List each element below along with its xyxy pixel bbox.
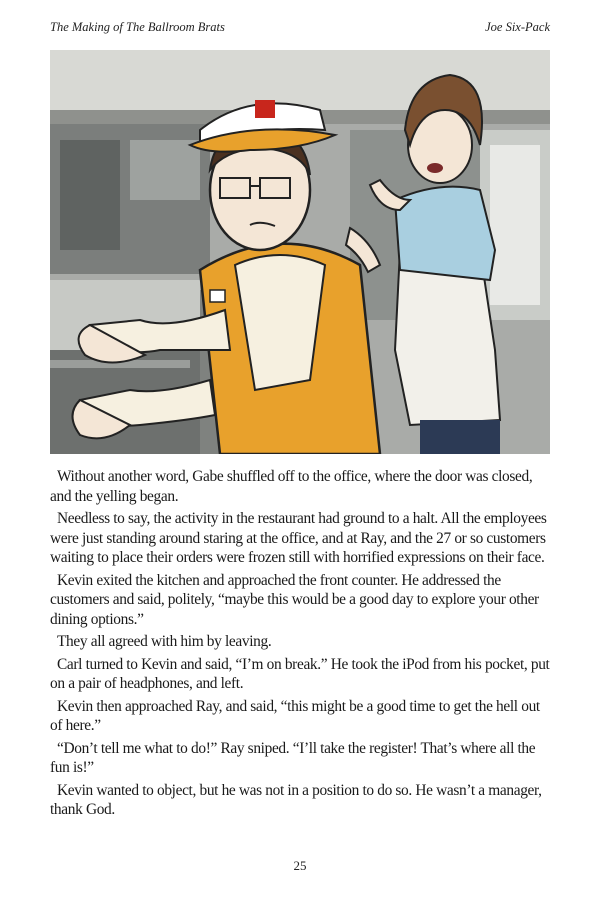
paragraph: Without another word, Gabe shuffled off to the office, where the door was closed, and the yelling began.: [50, 468, 533, 505]
paragraph: Carl turned to Kevin and said, “I’m on break.” He took the iPod from his pocket, put on a pair of headphones, and left.: [50, 655, 550, 692]
book-title: The Making of The Ballroom Brats: [50, 20, 225, 34]
paragraph: Needless to say, the activity in the restaurant had ground to a halt. All the employees were just standing around staring at the office, and at Ray, and the 27 or so customers waiting to place their orders were frozen still with horrified expressions on their face.: [50, 510, 547, 566]
page-number: 25: [293, 858, 307, 873]
paragraph: “Don’t tell me what to do!” Ray sniped. “I’ll take the register! That’s where all the fun is!”: [50, 739, 536, 776]
cartoon-restaurant-kitchen-illustration: [50, 50, 550, 454]
chapter-illustration: [50, 50, 550, 454]
paragraph: Kevin wanted to object, but he was not in a position to do so. He wasn’t a manager, thank God.: [50, 781, 542, 818]
author-name: Joe Six-Pack: [485, 20, 550, 34]
story-text: [50, 467, 550, 823]
paragraph: They all agreed with him by leaving.: [57, 633, 272, 650]
paragraph: Kevin exited the kitchen and approached the front counter. He addressed the customers and said, politely, “maybe this would be a good day to explore your other dining options.”: [50, 571, 539, 628]
running-header: [50, 20, 550, 38]
paragraph: Kevin then approached Ray, and said, “this might be a good time to get the hell out of here.”: [50, 697, 540, 734]
